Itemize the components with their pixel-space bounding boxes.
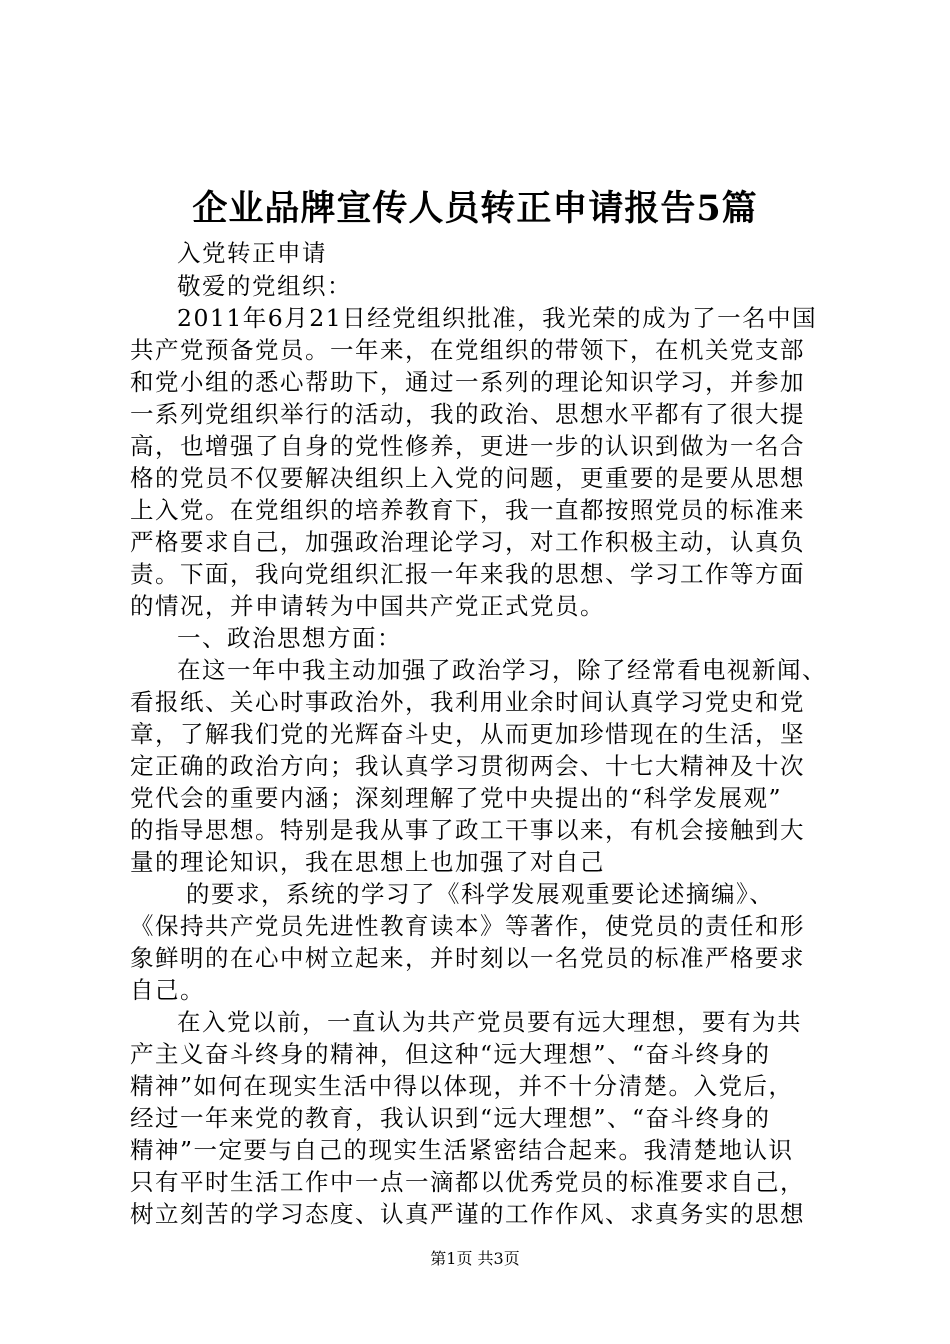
- body-line: 自己。: [130, 976, 205, 1004]
- body-line: 的情况，并申请转为中国共产党正式党员。: [130, 592, 605, 620]
- body-line: 精神”如何在现实生活中得以体现，并不十分清楚。入党后，: [130, 1072, 794, 1100]
- body-line: 责。下面，我向党组织汇报一年来我的思想、学习工作等方面: [130, 560, 805, 588]
- body-line: 敬爱的党组织：: [177, 272, 352, 300]
- body-line: 入党转正申请: [177, 239, 327, 267]
- page-footer: 第1页 共3页: [430, 1249, 520, 1268]
- body-line: 经过一年来党的教育，我认识到“远大理想”、“奋斗终身的: [130, 1104, 771, 1132]
- body-line: 一系列党组织举行的活动，我的政治、思想水平都有了很大提: [130, 400, 805, 428]
- body-line: 只有平时生活工作中一点一滴都以优秀党员的标准要求自己，: [130, 1168, 805, 1196]
- section-heading: 一、政治思想方面：: [177, 624, 402, 652]
- body-line: 共产党预备党员。一年来，在党组织的带领下，在机关党支部: [130, 336, 805, 364]
- body-line: 章，了解我们党的光辉奋斗史，从而更加珍惜现在的生活，坚: [130, 720, 805, 748]
- body-line: 严格要求自己，加强政治理论学习，对工作积极主动，认真负: [130, 528, 805, 556]
- body-line: 格的党员不仅要解决组织上入党的问题，更重要的是要从思想: [130, 464, 805, 492]
- body-line: 党代会的重要内涵；深刻理解了党中央提出的“科学发展观”: [130, 784, 783, 812]
- body-line: 精神”一定要与自己的现实生活紧密结合起来。我清楚地认识: [130, 1136, 794, 1164]
- body-line: 在这一年中我主动加强了政治学习，除了经常看电视新闻、: [177, 656, 827, 684]
- body-line: 定正确的政治方向；我认真学习贯彻两会、十七大精神及十次: [130, 752, 805, 780]
- document-title: 企业品牌宣传人员转正申请报告5篇: [192, 188, 758, 229]
- body-line: 象鲜明的在心中树立起来，并时刻以一名党员的标准严格要求: [130, 944, 805, 972]
- body-line: 高，也增强了自身的党性修养，更进一步的认识到做为一名合: [130, 432, 805, 460]
- body-line: 的指导思想。特别是我从事了政工干事以来，有机会接触到大: [130, 816, 805, 844]
- body-line: 量的理论知识，我在思想上也加强了对自己: [130, 848, 605, 876]
- body-line: 产主义奋斗终身的精神，但这种“远大理想”、“奋斗终身的: [130, 1040, 771, 1068]
- body-line: 2011年6月21日经党组织批准，我光荣的成为了一名中国: [177, 304, 818, 332]
- body-line: 的要求，系统的学习了《科学发展观重要论述摘编》、: [186, 880, 775, 908]
- body-line: 《保持共产党员先进性教育读本》等著作，使党员的责任和形: [130, 912, 805, 940]
- body-line: 在入党以前，一直认为共产党员要有远大理想，要有为共: [177, 1008, 802, 1036]
- body-line: 上入党。在党组织的培养教育下，我一直都按照党员的标准来: [130, 496, 805, 524]
- body-line: 看报纸、关心时事政治外，我利用业余时间认真学习党史和党: [130, 688, 805, 716]
- body-line: 树立刻苦的学习态度、认真严谨的工作作风、求真务实的思想: [130, 1200, 805, 1228]
- body-line: 和党小组的悉心帮助下，通过一系列的理论知识学习，并参加: [130, 368, 805, 396]
